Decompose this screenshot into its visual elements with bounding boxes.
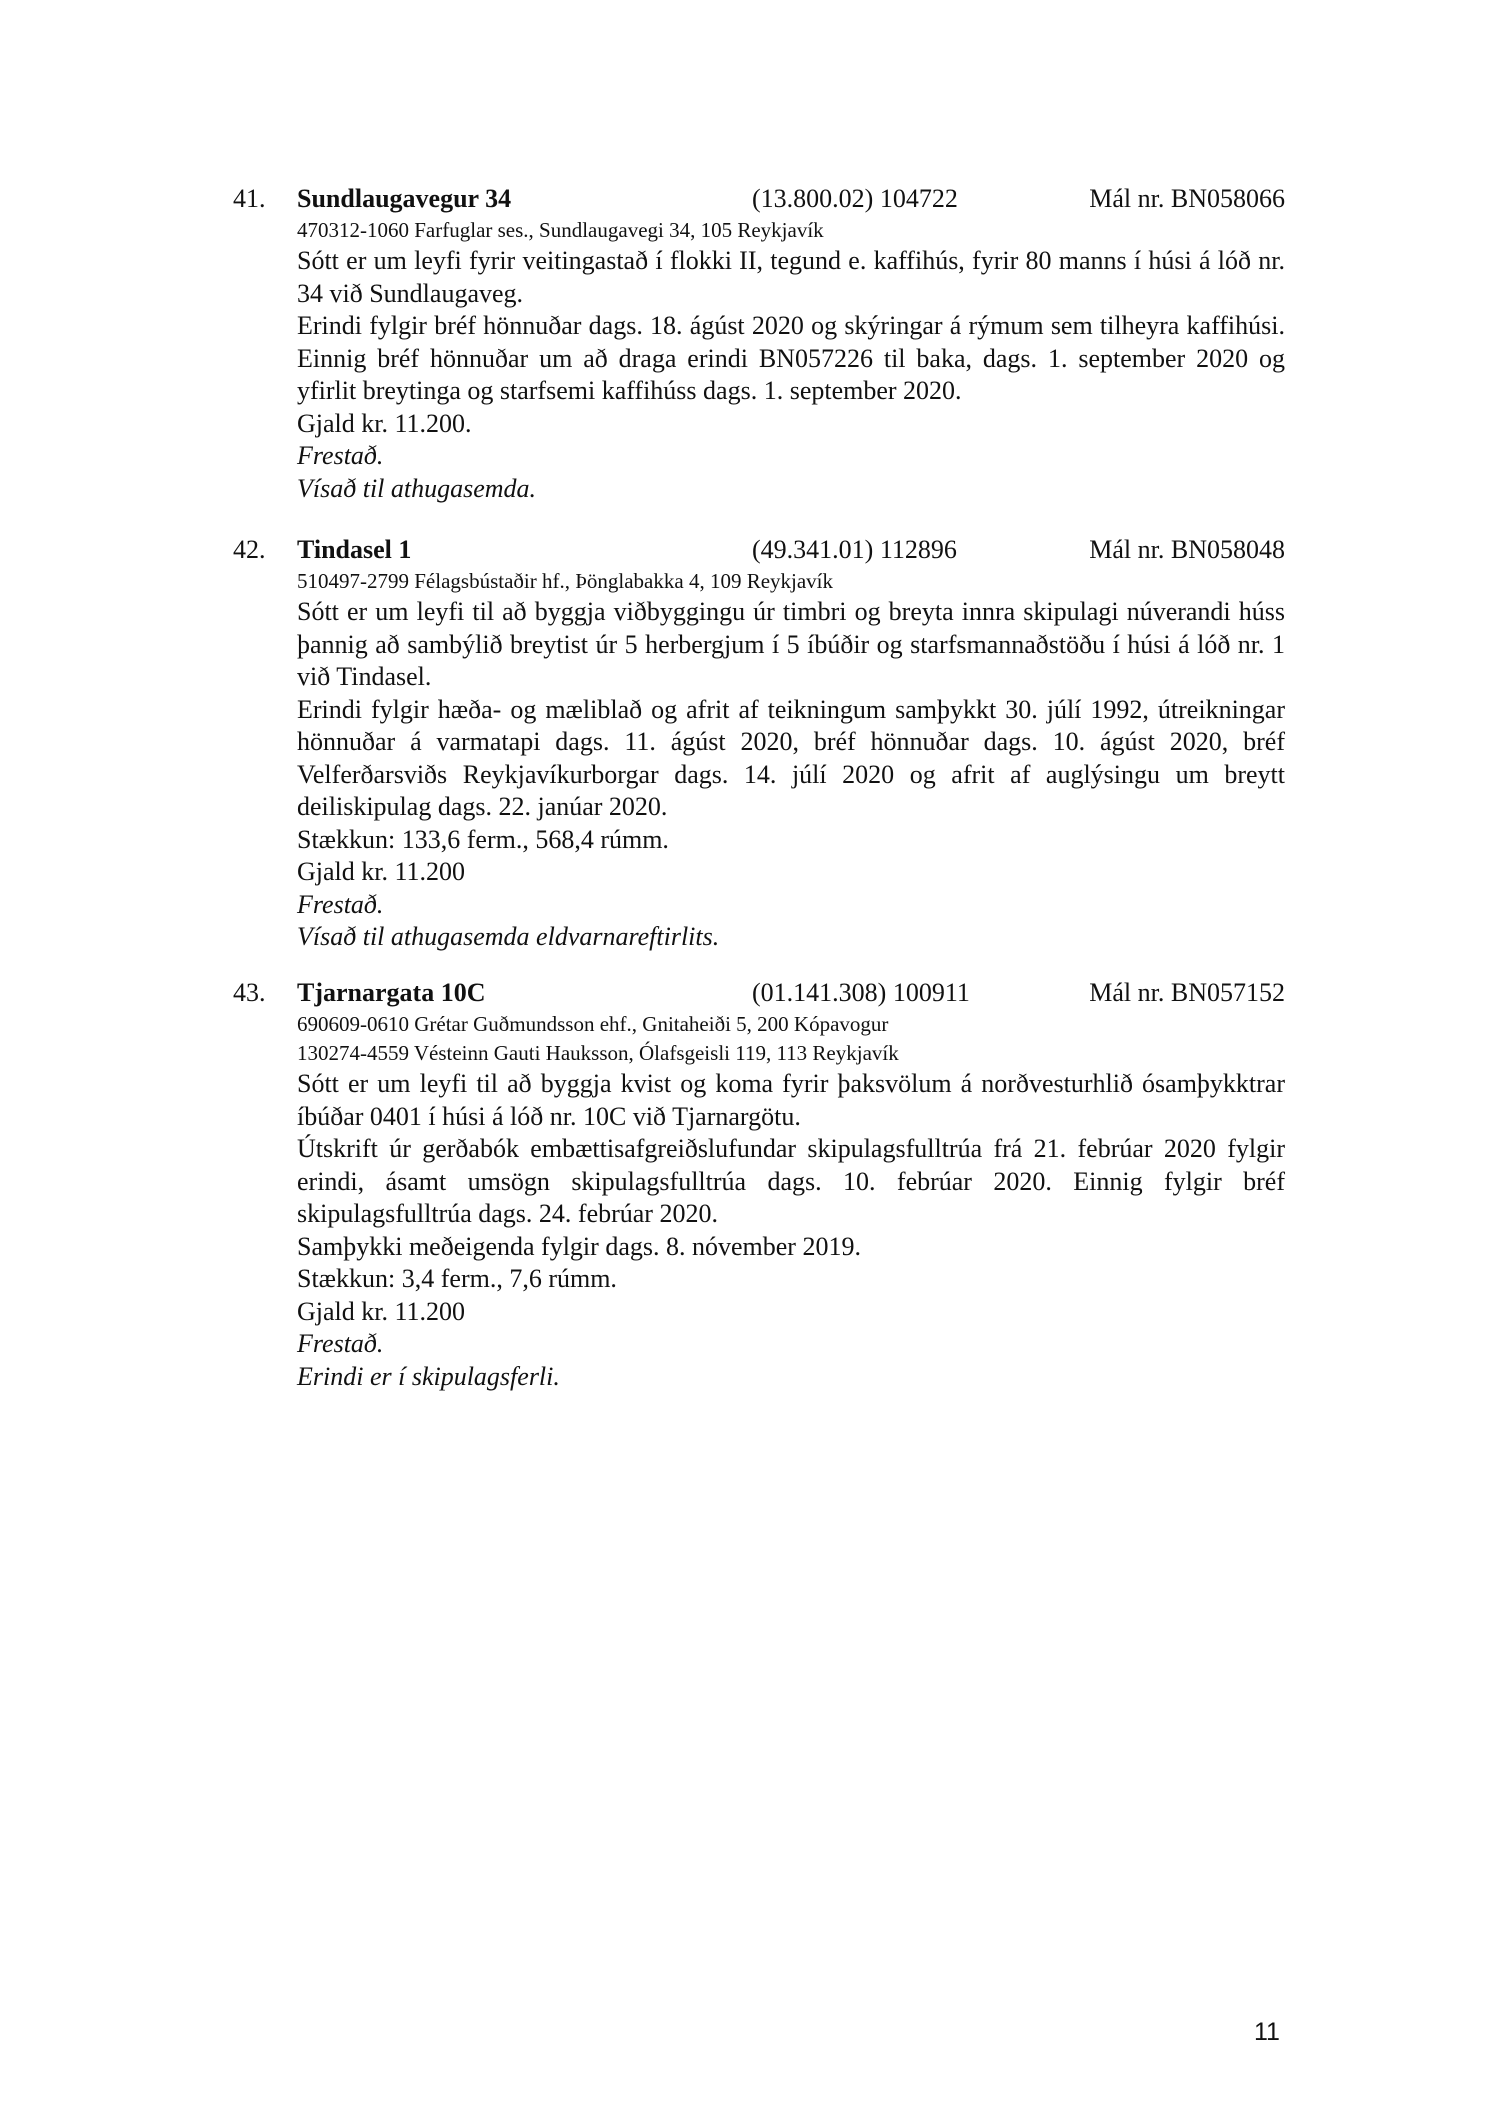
item-address: Tjarnargata 10C <box>297 978 486 1007</box>
item-body <box>297 1010 1285 1393</box>
item-decision: Frestað. <box>297 1329 384 1358</box>
item-paragraph: Sótt er um leyfi til að byggja kvist og koma fyrir þaksvölum á norðvesturhlið ósamþykktrar íbúðar 0401 í húsi á lóð nr. 10C við Tjarnargötu. <box>297 1069 1285 1131</box>
item-case-number: Mál nr. BN058048 <box>1089 535 1285 564</box>
item-paragraph: Sótt er um leyfi til að byggja viðbyggingu úr timbri og breyta innra skipulagi núverandi húss þannig að sambýlið breytist úr 5 herbergjum í 5 íbúðir og starfsmannaðstöðu í húsi á lóð nr. 1 við Tindasel. <box>297 597 1285 691</box>
item-reference: (13.800.02) 104722 <box>752 184 958 213</box>
item-fee: Gjald kr. 11.200 <box>297 857 466 886</box>
item-number: 43. <box>233 978 266 1007</box>
item-decision: Erindi er í skipulagsferli. <box>297 1361 560 1391</box>
item-decision: Frestað. <box>297 889 384 919</box>
item-owner: 470312-1060 Farfuglar ses., Sundlaugavegi 34, 105 Reykjavík <box>297 218 824 242</box>
item-address: Sundlaugavegur 34 <box>297 184 512 213</box>
item-decision: Vísað til athugasemda eldvarnareftirlits. <box>297 922 720 951</box>
agenda-item-42 <box>233 533 1285 954</box>
item-paragraph: Útskrift úr gerðabók embættisafgreiðslufundar skipulagsfulltrúa frá 21. febrúar 2020 fylgir erindi, ásamt umsögn skipulagsfulltrúa dags. 10. febrúar 2020. Einnig fylgir bréf skipulagsfulltrúa dags. 24. febrúar 2020. <box>297 1134 1285 1228</box>
item-enlargement: Stækkun: 3,4 ferm., 7,6 rúmm. <box>297 1264 617 1293</box>
item-decision: Frestað. <box>297 441 384 470</box>
agenda-item-43 <box>233 976 1285 1393</box>
item-number: 42. <box>233 535 266 564</box>
item-header <box>233 182 1285 216</box>
item-owner: 690609-0610 Grétar Guðmundsson ehf., Gnitaheiði 5, 200 Kópavogur <box>297 1012 889 1036</box>
item-fee: Gjald kr. 11.200 <box>297 1296 466 1326</box>
item-paragraph: Sótt er um leyfi fyrir veitingastað í flokki II, tegund e. kaffihús, fyrir 80 manns í húsi á lóð nr. 34 við Sundlaugaveg. <box>297 246 1285 308</box>
item-case-number: Mál nr. BN057152 <box>1089 978 1285 1007</box>
item-consent: Samþykki meðeigenda fylgir dags. 8. nóvember 2019. <box>297 1231 861 1261</box>
agenda-item-41 <box>233 182 1285 505</box>
item-owner: 130274-4559 Vésteinn Gauti Hauksson, Ólafsgeisli 119, 113 Reykjavík <box>297 1041 899 1065</box>
item-body <box>297 567 1285 954</box>
item-owner: 510497-2799 Félagsbústaðir hf., Þönglabakka 4, 109 Reykjavík <box>297 569 834 593</box>
item-paragraph: Erindi fylgir hæða- og mæliblað og afrit af teikningum samþykkt 30. júlí 1992, útreikningar hönnuðar á varmatapi dags. 11. ágúst 2020, bréf hönnuðar dags. 10. ágúst 2020, bréf Velferðarsviðs Reykjavíkurborgar dags. 14. júlí 2020 og afrit af auglýsingu um breytt deiliskipulag dags. 22. janúar 2020. <box>297 694 1285 821</box>
item-number: 41. <box>233 184 266 213</box>
item-fee: Gjald kr. 11.200. <box>297 408 472 438</box>
item-body <box>297 216 1285 505</box>
item-enlargement: Stækkun: 133,6 ferm., 568,4 rúmm. <box>297 824 669 854</box>
item-paragraph: Erindi fylgir bréf hönnuðar dags. 18. ágúst 2020 og skýringar á rýmum sem tilheyra kaffihúsi. Einnig bréf hönnuðar um að draga erindi BN057226 til baka, dags. 1. september 2020 og yfirlit breytinga og starfsemi kaffihúss dags. 1. september 2020. <box>297 311 1285 405</box>
item-reference: (01.141.308) 100911 <box>752 978 970 1007</box>
page-number: 11 <box>1254 2018 1280 2046</box>
item-case-number: Mál nr. BN058066 <box>1089 184 1285 213</box>
item-reference: (49.341.01) 112896 <box>752 535 957 564</box>
item-address: Tindasel 1 <box>297 535 412 564</box>
item-header <box>233 533 1285 567</box>
item-decision: Vísað til athugasemda. <box>297 473 537 503</box>
item-header <box>233 976 1285 1010</box>
